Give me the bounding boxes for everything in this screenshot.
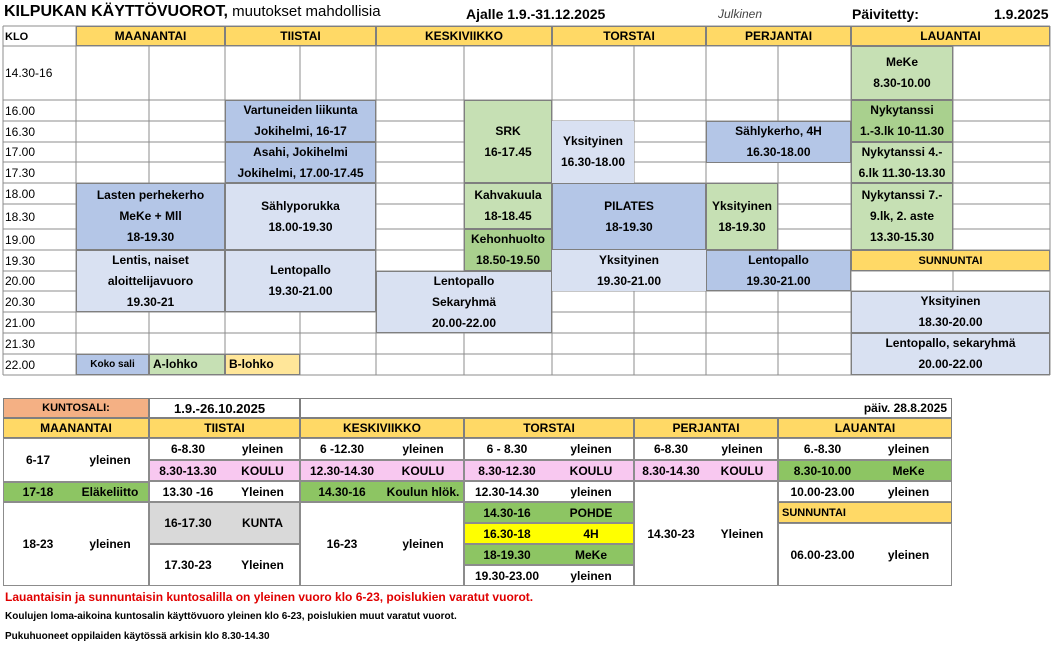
kuntosali-cell-ti4 bbox=[149, 502, 300, 544]
user-group: yleinen bbox=[402, 442, 444, 456]
user-group: yleinen bbox=[89, 453, 131, 467]
visibility-label: Julkinen bbox=[718, 7, 763, 21]
kuntosali-cell-ma1 bbox=[3, 438, 149, 482]
user-group: KOULU bbox=[401, 463, 445, 478]
user-group: POHDE bbox=[569, 505, 613, 520]
time-range: 17-18 bbox=[22, 485, 54, 499]
kuntosali-day-torstai: TORSTAI bbox=[464, 418, 634, 438]
block-yksityinen-su: Yksityinen 18.30-20.00 bbox=[851, 291, 1050, 333]
time-label: 20.30 bbox=[5, 294, 36, 309]
block-yksityinen-to2: Yksityinen 19.30-21.00 bbox=[552, 250, 706, 291]
time-range: 17.30-23 bbox=[164, 558, 212, 572]
title-sub: muutokset mahdollisia bbox=[228, 3, 381, 20]
time-range: 16-17.30 bbox=[164, 516, 212, 530]
note-weekend: Lauantaisin ja sunnuntaisin kuntosalilla on yleinen vuoro klo 6-23, poislukien varatut vuorot. bbox=[5, 590, 534, 604]
time-label: 19.30 bbox=[5, 253, 36, 268]
kuntosali-cell-ti3 bbox=[149, 481, 300, 502]
title-main: KILPUKAN KÄYTTÖVUOROT, bbox=[4, 3, 228, 20]
block-lentis: Lentis, naiset aloittelijavuoro 19.30-21 bbox=[76, 250, 225, 312]
day-header-lauantai: LAUANTAI bbox=[851, 26, 1050, 46]
block-nyky3: Nykytanssi 7.- 9.lk, 2. aste 13.30-15.30 bbox=[851, 183, 953, 250]
block-perhekerho: Lasten perhekerho MeKe + Mll 18-19.30 bbox=[76, 183, 225, 250]
user-group: Yleinen bbox=[720, 526, 764, 541]
kuntosali-cell-ma2 bbox=[3, 482, 149, 502]
time-range: 18-19.30 bbox=[483, 547, 531, 562]
kuntosali-cell-to7 bbox=[464, 565, 634, 586]
user-group: MeKe bbox=[574, 547, 607, 562]
kuntosali-cell-to2 bbox=[464, 460, 634, 481]
user-group: KUNTA bbox=[241, 516, 284, 530]
kuntosali-updated: päiv. 28.8.2025 bbox=[300, 398, 952, 418]
block-kehonhuolto: Kehonhuolto 18.50-19.50 bbox=[464, 229, 552, 271]
time-range: 6-17 bbox=[25, 453, 51, 467]
user-group: yleinen bbox=[887, 442, 930, 456]
kuntosali-cell-su bbox=[778, 523, 952, 586]
time-range: 6-8.30 bbox=[653, 442, 689, 456]
time-label: 22.00 bbox=[5, 357, 36, 372]
user-group: yleinen bbox=[241, 442, 284, 456]
sunnuntai-header: SUNNUNTAI bbox=[851, 250, 1050, 271]
kuntosali-cell-ke3 bbox=[300, 481, 464, 502]
kuntosali-day-lauantai: LAUANTAI bbox=[778, 418, 952, 438]
block-meke-la: MeKe 8.30-10.00 bbox=[851, 46, 953, 100]
time-label: 16.00 bbox=[5, 103, 36, 118]
block-asahi: Asahi, Jokihelmi Jokihelmi, 17.00-17.45 bbox=[225, 142, 376, 183]
kuntosali-cell-la2 bbox=[778, 460, 952, 481]
time-range: 8.30-13.30 bbox=[159, 463, 217, 478]
kuntosali-cell-ke1 bbox=[300, 438, 464, 460]
day-header-maanantai: MAANANTAI bbox=[76, 26, 225, 46]
kuntosali-cell-to4 bbox=[464, 502, 634, 523]
user-group: yleinen bbox=[570, 568, 612, 583]
kuntosali-cell-ke2 bbox=[300, 460, 464, 481]
block-lentopallo-ti: Lentopallo 19.30-21.00 bbox=[225, 250, 376, 312]
klo-header: KLO bbox=[5, 31, 29, 43]
time-label: 18.30 bbox=[5, 209, 36, 224]
time-label: 21.00 bbox=[5, 315, 36, 330]
time-range: 16-23 bbox=[326, 537, 358, 551]
user-group: KOULU bbox=[241, 463, 284, 478]
time-label: 18.00 bbox=[5, 186, 36, 201]
time-range: 6 -12.30 bbox=[319, 442, 365, 456]
note-holidays: Koulujen loma-aikoina kuntosalin käyttövuoro yleinen klo 6-23, poislukien muut varatut vuorot. bbox=[5, 611, 457, 622]
time-range: 14.30-23 bbox=[647, 526, 695, 541]
kuntosali-cell-la3 bbox=[778, 481, 952, 502]
time-range: 12.30-14.30 bbox=[309, 463, 375, 478]
time-range: 12.30-14.30 bbox=[474, 484, 540, 499]
kuntosali-day-perjantai: PERJANTAI bbox=[634, 418, 778, 438]
day-header-torstai: TORSTAI bbox=[552, 26, 706, 46]
user-group: yleinen bbox=[887, 484, 930, 499]
kuntosali-period: 1.9.-26.10.2025 bbox=[149, 398, 300, 418]
time-range: 14.30-16 bbox=[483, 505, 531, 520]
user-group: MeKe bbox=[892, 463, 925, 478]
kuntosali-cell-ti1 bbox=[149, 438, 300, 460]
user-group: yleinen bbox=[887, 547, 930, 562]
kuntosali-cell-ti5 bbox=[149, 544, 300, 586]
time-range: 8.30-10.00 bbox=[793, 463, 852, 478]
day-header-perjantai: PERJANTAI bbox=[706, 26, 851, 46]
user-group: yleinen bbox=[402, 537, 444, 551]
user-group: yleinen bbox=[721, 442, 763, 456]
block-yksityinen-to: Yksityinen 16.30-18.00 bbox=[552, 121, 634, 183]
legend-b-lohko: B-lohko bbox=[225, 354, 300, 375]
time-range: 6 - 8.30 bbox=[486, 442, 528, 456]
time-label: 17.00 bbox=[5, 145, 36, 159]
kuntosali-title: KUNTOSALI: bbox=[3, 398, 149, 418]
kuntosali-cell-to6 bbox=[464, 544, 634, 565]
time-range: 6-8.30 bbox=[170, 442, 206, 456]
time-label: 16.30 bbox=[5, 124, 36, 139]
kuntosali-cell-to3 bbox=[464, 481, 634, 502]
period-label: Ajalle 1.9.-31.12.2025 bbox=[466, 6, 606, 22]
legend-koko-sali: Koko sali bbox=[76, 354, 149, 375]
note-changing-rooms: Pukuhuoneet oppilaiden käytössä arkisin klo 8.30-14.30 bbox=[5, 631, 270, 642]
user-group: Yleinen bbox=[241, 484, 284, 499]
time-range: 13.30 -16 bbox=[162, 484, 214, 499]
time-label: 19.00 bbox=[5, 232, 36, 247]
kuntosali-cell-pe1 bbox=[634, 438, 778, 460]
time-range: 14.30-16 bbox=[318, 484, 366, 499]
kuntosali-cell-ti2 bbox=[149, 460, 300, 481]
kuntosali-cell-ke4 bbox=[300, 502, 464, 586]
time-range: 18-23 bbox=[22, 537, 54, 551]
user-group: Eläkeliitto bbox=[81, 485, 139, 499]
kuntosali-day-tiistai: TIISTAI bbox=[149, 418, 300, 438]
block-yksityinen-pe: Yksityinen 18-19.30 bbox=[706, 183, 778, 250]
block-nyky1: Nykytanssi 1.-3.lk 10-11.30 bbox=[851, 100, 953, 142]
updated-label: Päivitetty: bbox=[852, 6, 919, 22]
block-nyky2: Nykytanssi 4.- 6.lk 11.30-13.30 bbox=[851, 142, 953, 183]
block-srk: SRK 16-17.45 bbox=[464, 100, 552, 183]
time-range: 06.00-23.00 bbox=[790, 547, 855, 562]
kuntosali-day-keskiviikko: KESKIVIIKKO bbox=[300, 418, 464, 438]
kuntosali-sunnuntai-header: SUNNUNTAI bbox=[778, 502, 952, 523]
user-group: 4H bbox=[583, 526, 599, 541]
kuntosali-day-maanantai: MAANANTAI bbox=[3, 418, 149, 438]
block-lentopallo-ke: Lentopallo Sekaryhmä 20.00-22.00 bbox=[376, 271, 552, 333]
kuntosali-cell-pe3 bbox=[634, 481, 778, 586]
block-pilates: PILATES 18-19.30 bbox=[552, 183, 706, 250]
block-sahlykerho: Sählykerho, 4H 16.30-18.00 bbox=[706, 121, 851, 163]
user-group: KOULU bbox=[720, 463, 764, 478]
time-range: 10.00-23.00 bbox=[790, 484, 855, 499]
time-label: 20.00 bbox=[5, 274, 36, 288]
user-group: KOULU bbox=[569, 463, 613, 478]
block-kahvakuula: Kahvakuula 18-18.45 bbox=[464, 183, 552, 229]
user-group: Koulun hlök. bbox=[386, 484, 460, 499]
time-label: 21.30 bbox=[5, 336, 36, 351]
kuntosali-cell-ma3 bbox=[3, 502, 149, 586]
updated-date: 1.9.2025 bbox=[994, 6, 1049, 22]
kuntosali-cell-pe2 bbox=[634, 460, 778, 481]
day-header-keskiviikko: KESKIVIIKKO bbox=[376, 26, 552, 46]
legend-a-lohko: A-lohko bbox=[149, 354, 225, 375]
user-group: yleinen bbox=[570, 484, 612, 499]
block-lentopallo-pe: Lentopallo 19.30-21.00 bbox=[706, 250, 851, 291]
time-range: 8.30-12.30 bbox=[478, 463, 536, 478]
time-range: 6.-8.30 bbox=[803, 442, 842, 456]
time-label: 14.30-16 bbox=[5, 66, 53, 80]
block-sahlyporukka: Sählyporukka 18.00-19.30 bbox=[225, 183, 376, 250]
block-vartuneet: Vartuneiden liikunta Jokihelmi, 16-17 bbox=[225, 100, 376, 142]
user-group: yleinen bbox=[570, 442, 612, 456]
kuntosali-cell-to5 bbox=[464, 523, 634, 544]
kuntosali-cell-to1 bbox=[464, 438, 634, 460]
block-lentopallo-su: Lentopallo, sekaryhmä 20.00-22.00 bbox=[851, 333, 1050, 375]
time-label: 17.30 bbox=[5, 165, 36, 180]
time-range: 8.30-14.30 bbox=[642, 463, 700, 478]
day-header-tiistai: TIISTAI bbox=[225, 26, 376, 46]
time-range: 19.30-23.00 bbox=[474, 568, 540, 583]
time-range: 16.30-18 bbox=[483, 526, 531, 541]
kuntosali-cell-la1 bbox=[778, 438, 952, 460]
user-group: yleinen bbox=[89, 537, 131, 551]
user-group: Yleinen bbox=[241, 558, 284, 572]
